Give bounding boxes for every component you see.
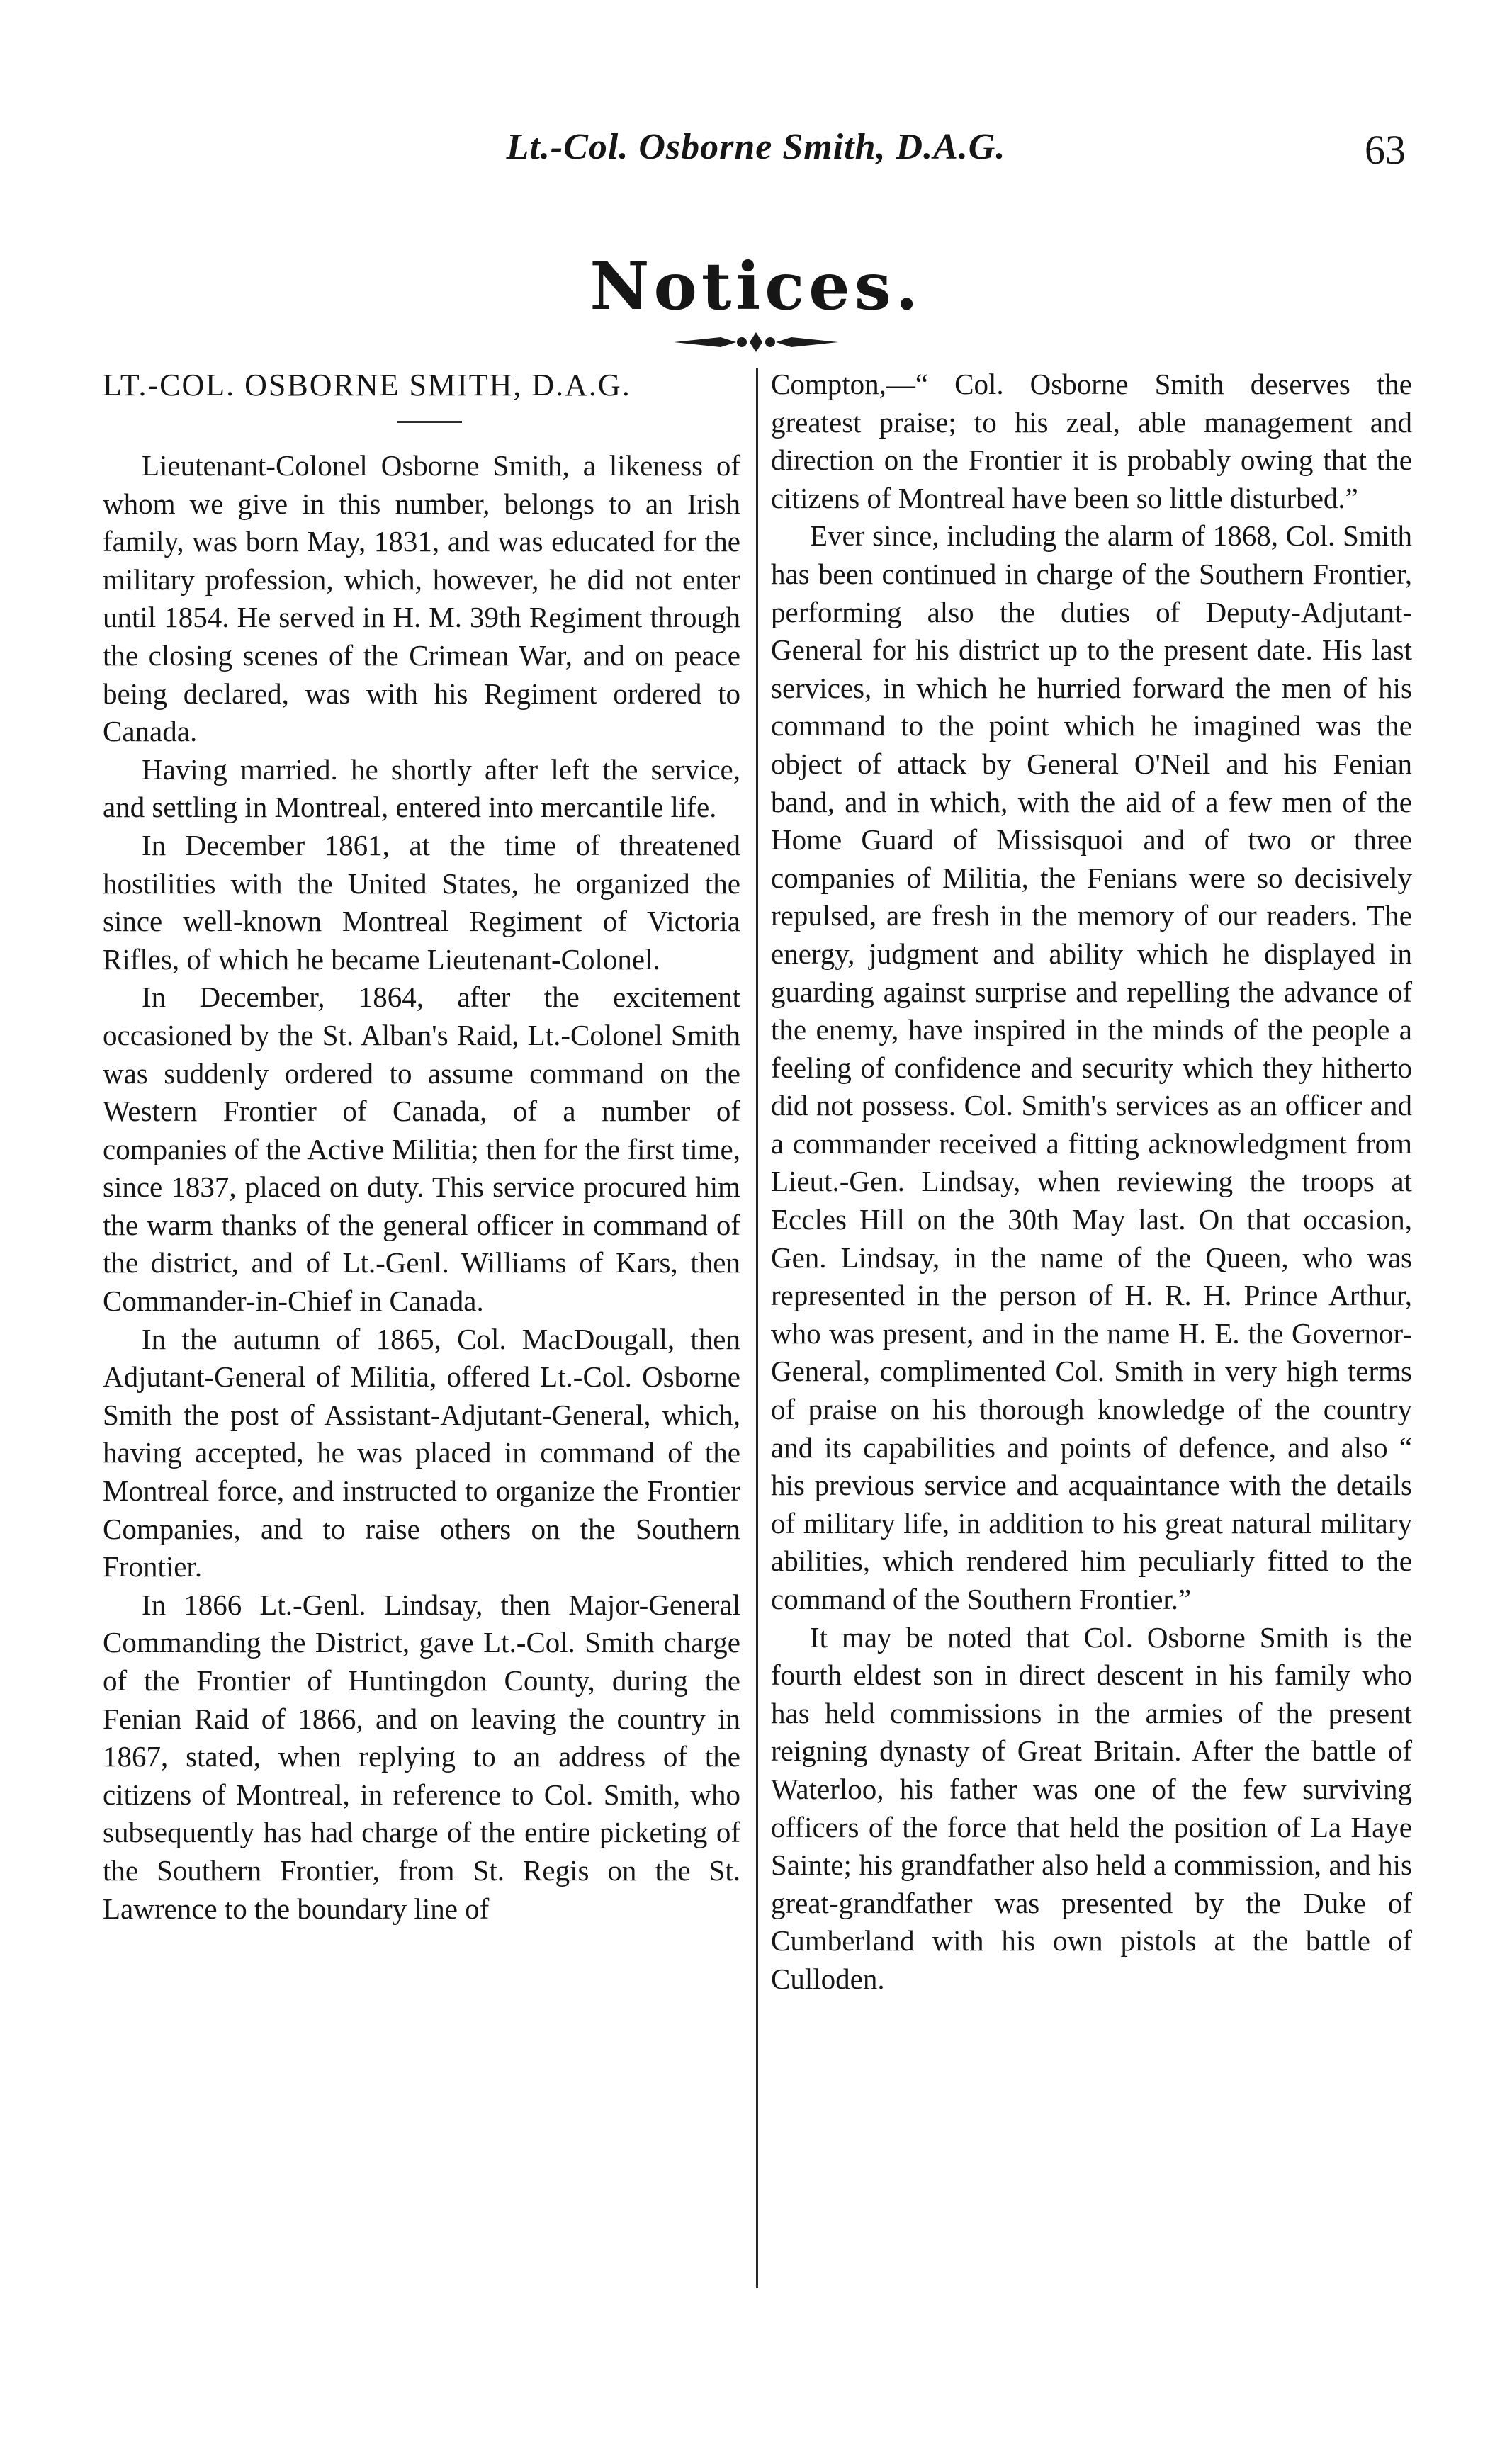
paragraph: In December, 1864, after the excitement occasioned by the St. Alban's Raid, Lt.-Colonel Smith was suddenly ordered to assume command on the Western Frontier of Canada, of a number of companies of the Active Militia; then for the first time, since 1837, placed on duty. This service procured him the warm thanks of the general officer in command of the district, and of Lt.-Genl. Williams of Kars, then Commander-in-Chief in Canada.: [103, 981, 740, 1318]
running-head: [0, 126, 1512, 173]
page-number: 63: [1365, 127, 1406, 173]
article-heading: LT.-COL. OSBORNE SMITH, D.A.G.: [103, 368, 631, 402]
paragraph: Lieutenant-Colonel Osborne Smith, a likeness of whom we give in this number, belongs to an Irish family, was born May, 1831, and was educated for the military profession, which, however, he did not enter until 1854. He served in H. M. 39th Regiment through the closing scenes of the Crimean War, and on peace being declared, was with his Regiment ordered to Canada.: [103, 449, 740, 748]
paragraph: Having married. he shortly after left the service, and settling in Montreal, entered into mercantile life.: [103, 752, 740, 824]
paragraph: In December 1861, at the time of threatened hostilities with the United States, he organized the since well-known Montreal Regiment of Victoria Rifles, of which he became Lieutenant-Colonel.: [103, 828, 740, 976]
paragraph: In the autumn of 1865, Col. MacDougall, then Adjutant-General of Militia, offered Lt.-Col. Osborne Smith the post of Assistant-Adjutant-General, which, having accepted, he was placed in command of the Montreal force, and instructed to organize the Frontier Companies, and to raise others on the Southern Frontier.: [103, 1322, 740, 1583]
left-column: [103, 366, 740, 1928]
paragraph-continued: Compton,—“ Col. Osborne Smith deserves the greatest praise; to his zeal, able management and direction on the Frontier it is probably owing that the citizens of Montreal have been so little disturbed.”: [771, 368, 1412, 514]
heading-rule: [397, 421, 462, 423]
section-title: Notices.: [589, 248, 923, 324]
right-column: [771, 366, 1412, 1999]
paragraph: In 1866 Lt.-Genl. Lindsay, then Major-General Commanding the District, gave Lt.-Col. Smith charge of the Frontier of Huntingdon County, during the Fenian Raid of 1866, and on leaving the country in 1867, stated, when replying to an address of the citizens of Montreal, in reference to Col. Smith, who subsequently has had charge of the entire picketing of the Southern Frontier, from St. Regis on the St. Lawrence to the boundary line of: [103, 1588, 740, 1925]
running-title: Lt.-Col. Osborne Smith, D.A.G.: [506, 127, 1006, 167]
column-divider: [756, 368, 758, 2288]
paragraph: Ever since, including the alarm of 1868, Col. Smith has been continued in charge of the Southern Frontier, performing also the duties of Deputy-Adjutant-General for his district up to the present date. His last services, in which he hurried forward the men of his command to the point which he imagined was the object of attack by General O'Neil and his Fenian band, and in which, with the aid of a few men of the Home Guard of Missisquoi and of two or three companies of Militia, the Fenians were so decisively repulsed, are fresh in the memory of our readers. The energy, judgment and ability which he displayed in guarding against surprise and repelling the advance of the enemy, have inspired in the minds of the people a feeling of confidence and security which they hitherto did not possess. Col. Smith's services as an officer and a commander received a fitting acknowledgment from Lieut.-Gen. Lindsay, when reviewing the troops at Eccles Hill on the 30th May last. On that occasion, Gen. Lindsay, in the name of the Queen, who was represented in the person of H. R. H. Prince Arthur, who was present, and in the name H. E. the Governor-General, complimented Col. Smith in very high terms of praise on his thorough knowledge of the country and its capabilities and points of defence, and also “ his previous service and acquaintance with the details of military life, in addition to his great natural military abilities, which rendered him peculiarly fitted to the command of the Southern Frontier.”: [771, 519, 1412, 1615]
paragraph: It may be noted that Col. Osborne Smith is the fourth eldest son in direct descent in his family who has held commissions in the armies of the present reigning dynasty of Great Britain. After the battle of Waterloo, his father was one of the few surviving officers of the force that held the position of La Haye Sainte; his grandfather also held a commission, and his great-grandfather was presented by the Duke of Cumberland with his own pistols at the battle of Culloden.: [771, 1620, 1412, 1995]
ornament-divider-icon: [671, 330, 841, 354]
